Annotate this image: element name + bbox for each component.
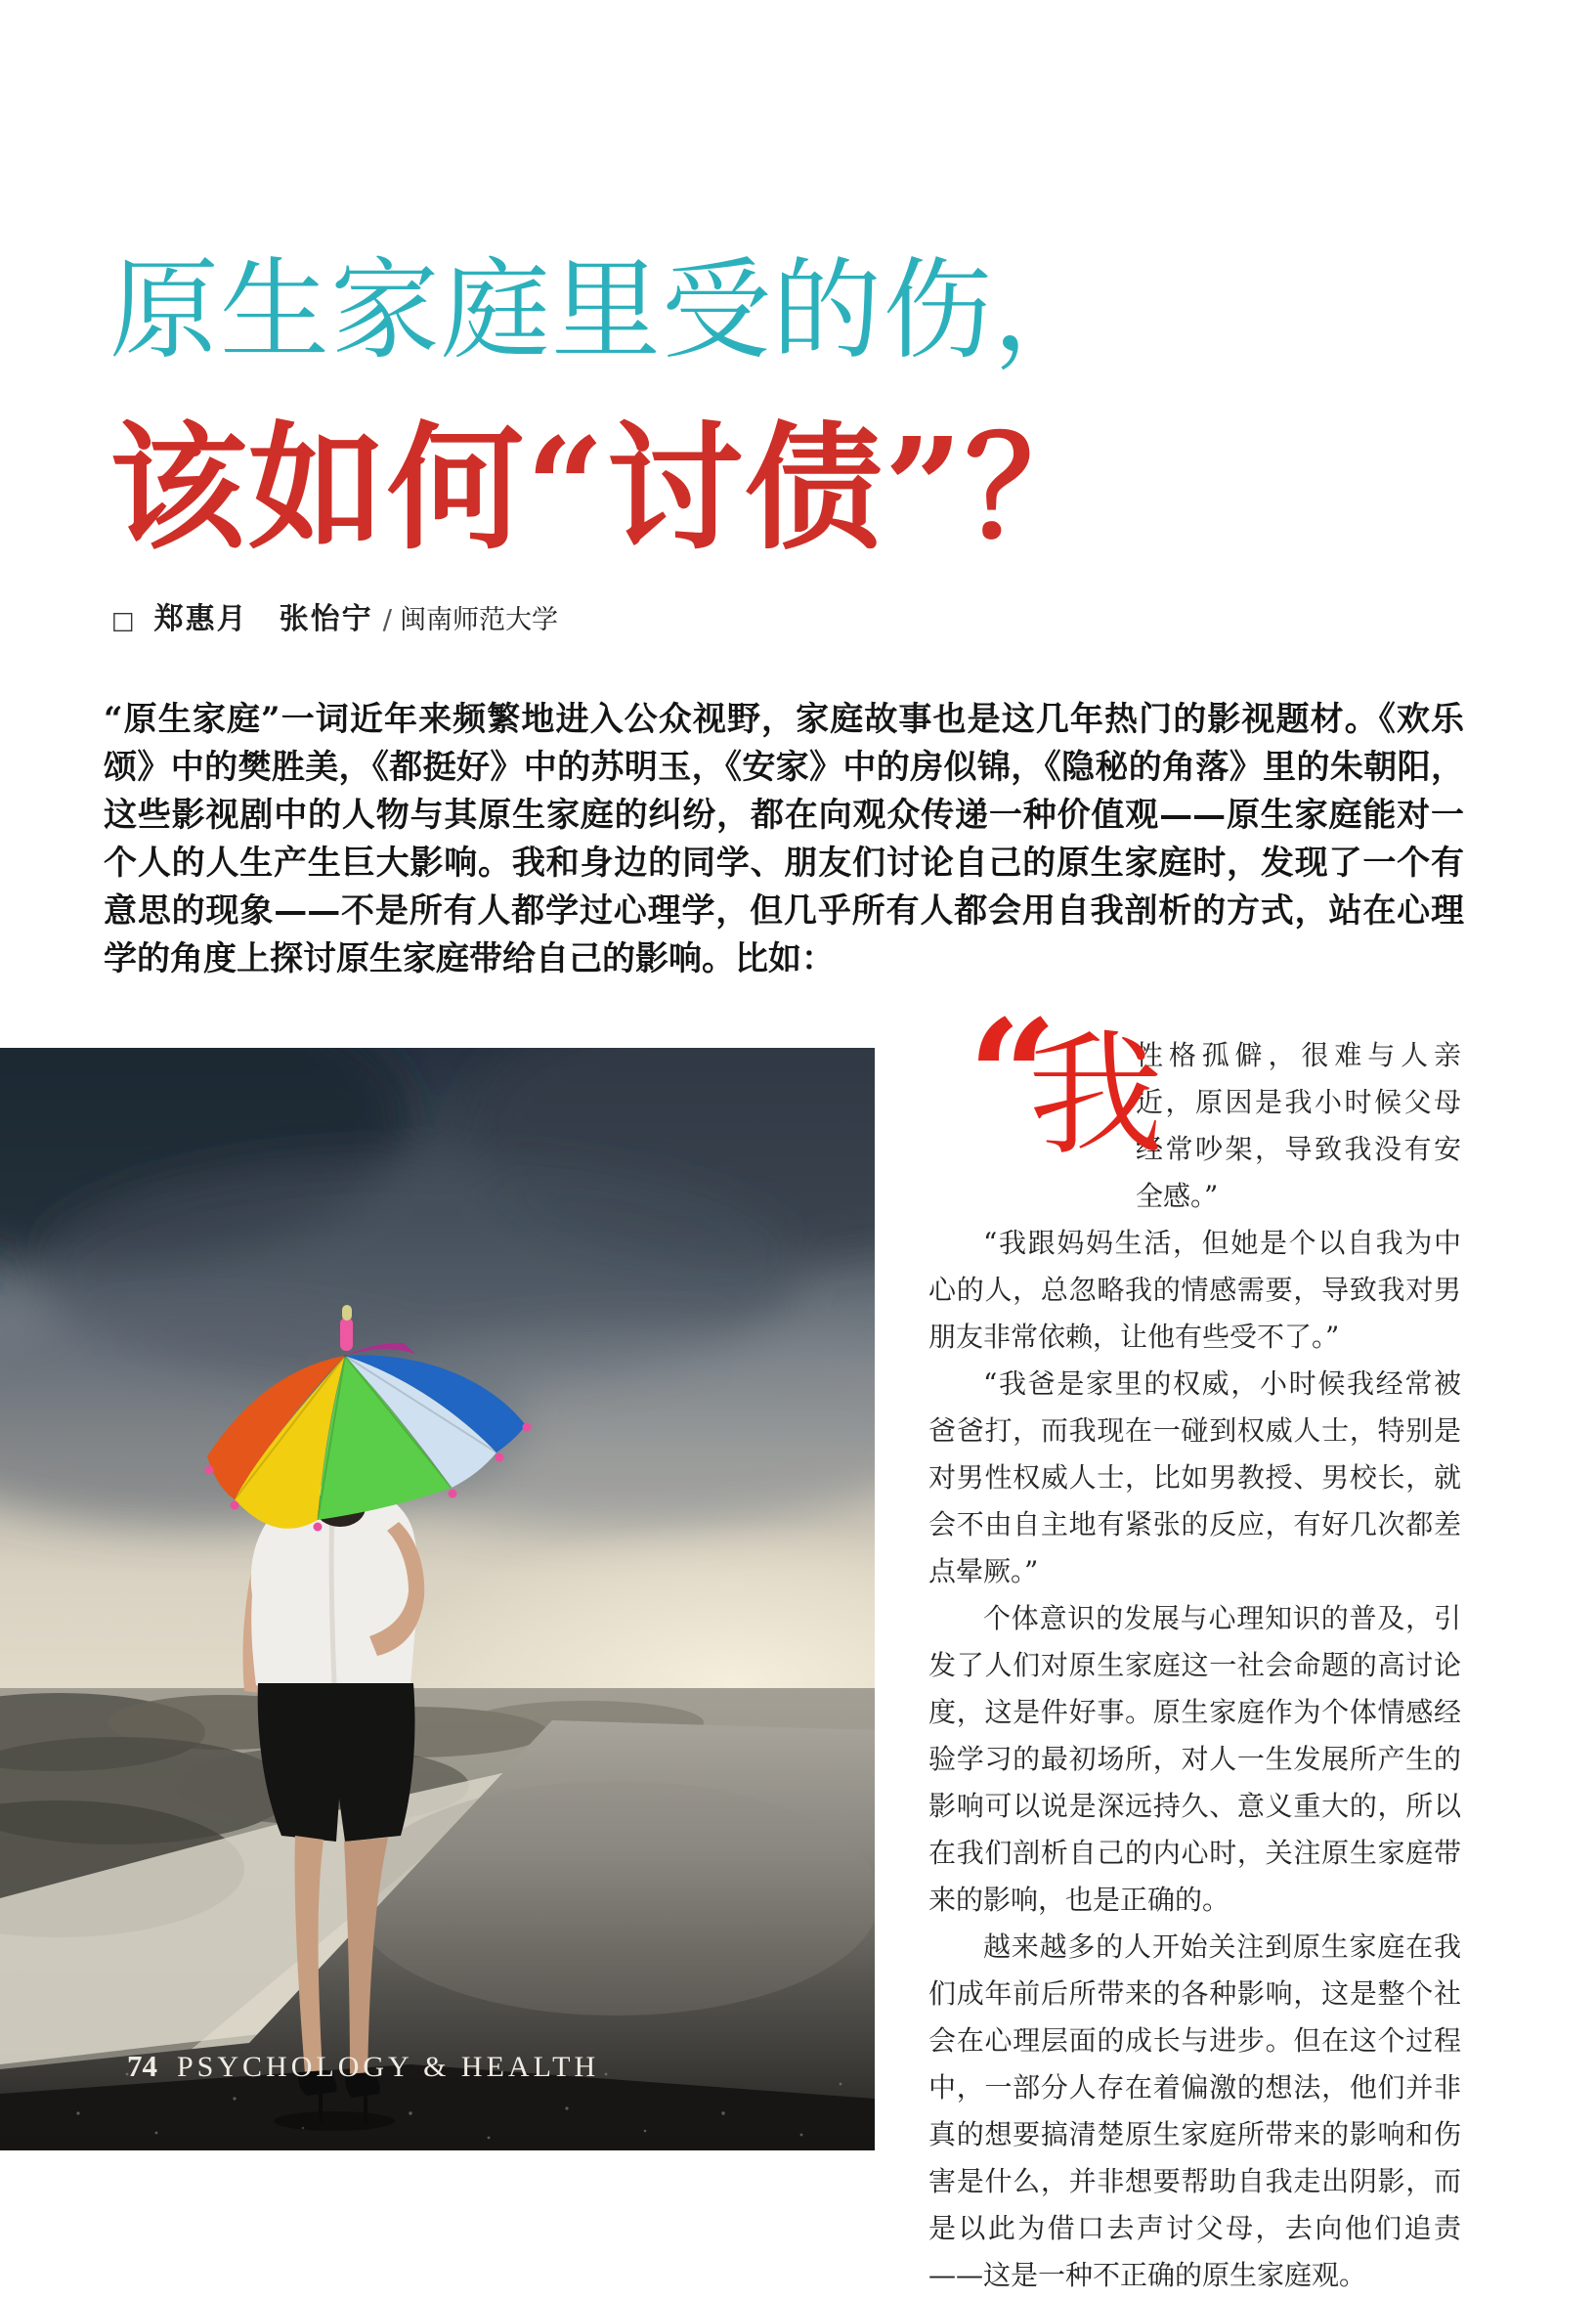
black-skirt: [258, 1683, 415, 1842]
journal-title: PSYCHOLOGY & HEALTH: [177, 2051, 600, 2083]
shirt-seam: [331, 1507, 334, 1683]
pull-quote-paragraph: [928, 985, 1461, 1220]
right-heel: [364, 2096, 367, 2125]
article-title-line2: 该如何“讨债”？: [109, 409, 1104, 569]
body-paragraph-3: 个体意识的发展与心理知识的普及，引发了人们对原生家庭这一社会命题的高讨论度，这是件好事。原生家庭作为个体情感经验学习的最初场所，对人一生发展所产生的影响可以说是深远持久、意义重大的，所以在我们剖析自己的内心时，关注原生家庭带来的影响，也是正确的。: [928, 1602, 1461, 1916]
open-quote-mark: “: [968, 985, 1058, 1169]
affiliation: 闽南师范大学: [400, 605, 559, 635]
intro-paragraph: “原生家庭”一词近年来频繁地进入公众视野，家庭故事也是这几年热门的影视题材。《欢乐颂》中的樊胜美，《都挺好》中的苏明玉，《安家》中的房似锦，《隐秘的角落》里的朱朝阳，这些影视剧中的人物与其原生家庭的纠纷，都在向观众传递一种价值观——原生家庭能对一个人的人生产生巨大影响。我和身边的同学、朋友们讨论自己的原生家庭时，发现了一个有意思的现象——不是所有人都学过心理学，但几乎所有人都会用自我剖析的方式，站在心理学的角度上探讨原生家庭带给自己的影响。比如：: [104, 700, 1464, 978]
umbrella-ferrule-tip: [342, 1305, 352, 1321]
body-paragraph-2: “我爸是家里的权威，小时候我经常被爸爸打，而我现在一碰到权威人士，特别是对男性权威人士，比如男教授、男校长，就会不由自主地有紧张的反应，有好几次都差点晕厥。”: [928, 1367, 1461, 1587]
author-names: 郑惠月 张怡宁: [153, 602, 373, 636]
drop-cap: [928, 985, 1164, 1175]
photo-illustration: [0, 1048, 875, 2150]
body-paragraph-1: “我跟妈妈生活，但她是个以自我为中心的人，总忽略我的情感需要，导致我对男朋友非常依赖，让他有些受不了。”: [928, 1227, 1461, 1353]
umbrella-ferrule: [340, 1318, 353, 1351]
byline-square-icon: □: [111, 606, 135, 634]
byline: [111, 594, 558, 637]
pull-quote-text: 性格孤僻，很难与人亲近，原因是我小时候父母经常吵架，导致我没有安全感。”: [1136, 1039, 1461, 1212]
photo-woman-rainbow-umbrella: [0, 1048, 875, 2150]
body-paragraph-4: 越来越多的人开始关注到原生家庭在我们成年前后所带来的各种影响，这是整个社会在心理层面的成长与进步。但在这个过程中，一部分人存在着偏激的想法，他们并非真的想要搞清楚原生家庭所带来的影响和伤害是什么，并非想要帮助自我走出阴影，而是以此为借口去声讨父母，去向他们追责——这是一种不正确的原生家庭观。: [928, 1930, 1461, 2291]
figure-shadow: [274, 2111, 395, 2131]
page-footer: [127, 2049, 599, 2084]
left-heel: [319, 2094, 323, 2123]
byline-separator: /: [382, 603, 393, 635]
road-sheen: [352, 1781, 875, 2016]
drop-cap-char: 我: [1028, 1017, 1164, 1174]
article-title-line1: 原生家庭里受的伤，: [109, 247, 1103, 374]
page-number: 74: [127, 2049, 157, 2083]
body-column: [928, 985, 1461, 2299]
